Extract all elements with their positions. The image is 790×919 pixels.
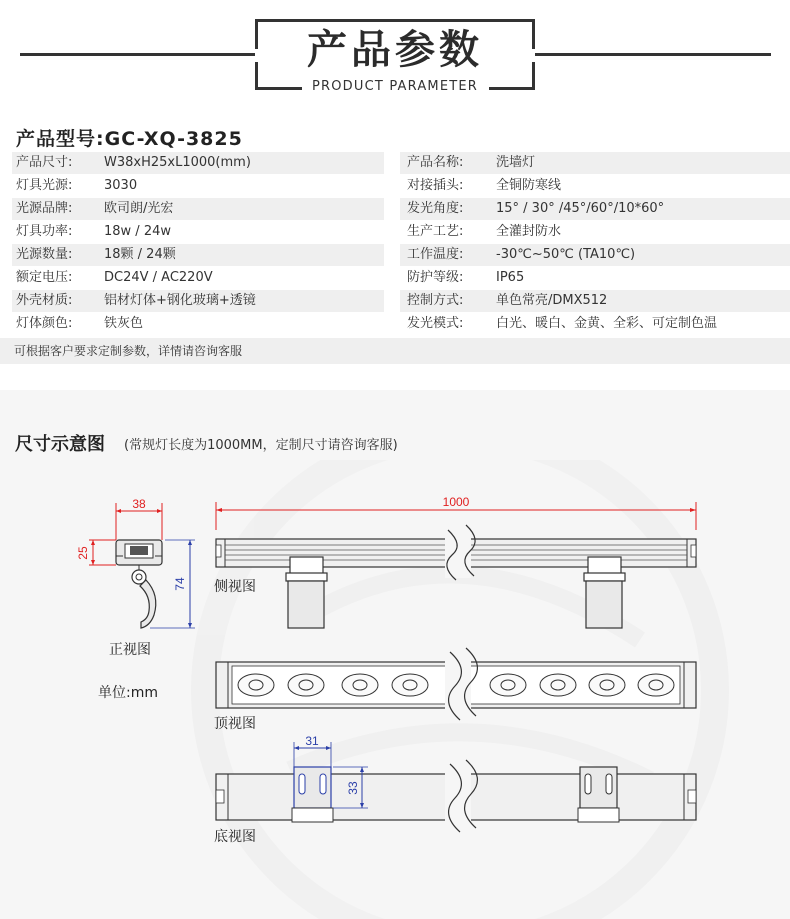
spec-row-right — [0, 198, 790, 220]
spec-label: 光源数量: — [12, 244, 97, 266]
spec-label: 灯具光源: — [16, 178, 73, 193]
spec-value: 3030 — [104, 178, 138, 193]
spec-label: 产品名称: — [400, 152, 489, 174]
spec-value: DC24V / AC220V — [104, 270, 213, 285]
top-view-label: 顶视图 — [214, 716, 256, 732]
model-number: 产品型号:GC-XQ-3825 — [16, 128, 243, 150]
page-subtitle: PRODUCT PARAMETER — [311, 79, 479, 94]
side-view-label: 侧视图 — [214, 579, 256, 595]
spec-value: 15° / 30° /45°/60°/10*60° — [489, 198, 790, 220]
dim-bracket-height-label: 33 — [346, 781, 360, 795]
bottom-view-label: 底视图 — [214, 829, 256, 845]
lens — [238, 674, 274, 696]
spec-label: 工作温度: — [400, 244, 489, 266]
spec-label: 光源品牌: — [12, 198, 97, 220]
bottom-view — [216, 742, 696, 832]
spec-label: 灯体颜色: — [16, 316, 73, 331]
spec-value: 18w / 24w — [104, 224, 171, 239]
spec-value: 单色常亮/DMX512 — [489, 290, 790, 312]
spec-row-right — [0, 175, 790, 197]
spec-label: 对接插头: — [407, 178, 464, 193]
front-view-label: 正视图 — [109, 642, 151, 658]
custom-note: 可根据客户要求定制参数，详情请咨询客服 — [0, 338, 790, 364]
spec-row-right — [0, 313, 790, 335]
lens — [490, 674, 526, 696]
spec-value: 洗墙灯 — [489, 152, 790, 174]
spec-row-right — [0, 290, 790, 312]
spec-value: 18颗 / 24颗 — [97, 244, 384, 266]
dim-length-label: 1000 — [442, 495, 470, 509]
spec-value: -30℃~50℃ (TA10℃) — [489, 244, 790, 266]
spec-row-right — [0, 244, 790, 266]
spec-label: 额定电压: — [16, 270, 73, 285]
spec-value: IP65 — [496, 270, 525, 285]
lens — [540, 674, 576, 696]
spec-label: 发光角度: — [400, 198, 489, 220]
section-header — [0, 0, 790, 110]
spec-row-right — [0, 152, 790, 174]
spec-label: 灯具功率: — [16, 224, 73, 239]
spec-value: 全铜防寒线 — [496, 178, 562, 193]
lens — [342, 674, 378, 696]
spec-value: W38xH25xL1000(mm) — [97, 152, 384, 174]
unit-label: 单位:mm — [98, 685, 158, 701]
spec-label: 发光模式: — [407, 316, 464, 331]
spec-value: 白光、暖白、金黄、全彩、可定制色温 — [496, 316, 718, 331]
dim-total-height-label: 74 — [173, 577, 187, 591]
spec-value: 全灌封防水 — [496, 224, 562, 239]
lens — [589, 674, 625, 696]
top-view — [216, 648, 696, 720]
spec-label: 控制方式: — [400, 290, 489, 312]
spec-label: 外壳材质: — [12, 290, 97, 312]
spec-row-right — [0, 267, 790, 289]
dimension-title: 尺寸示意图 — [15, 434, 105, 455]
header-rule-left — [20, 53, 255, 56]
header-bracket — [255, 19, 535, 22]
spec-label: 防护等级: — [407, 270, 464, 285]
spec-value: 铝材灯体+钢化玻璃+透镜 — [97, 290, 384, 312]
spec-value: 欧司朗/光宏 — [97, 198, 384, 220]
spec-label: 产品尺寸: — [12, 152, 97, 174]
dim-height-label: 25 — [76, 546, 90, 560]
dim-bracket-width-label: 31 — [305, 734, 319, 748]
spec-value: 铁灰色 — [104, 316, 144, 331]
lens — [638, 674, 674, 696]
header-rule-right — [535, 53, 771, 56]
spec-label: 生产工艺: — [407, 224, 464, 239]
lens — [392, 674, 428, 696]
lens — [288, 674, 324, 696]
dimension-subtitle: (常规灯长度为1000MM，定制尺寸请咨询客服) — [124, 438, 398, 453]
spec-row-right — [0, 221, 790, 243]
front-view — [89, 503, 195, 628]
page-title: 产品参数 — [307, 27, 483, 73]
dim-width-label: 38 — [132, 497, 146, 511]
